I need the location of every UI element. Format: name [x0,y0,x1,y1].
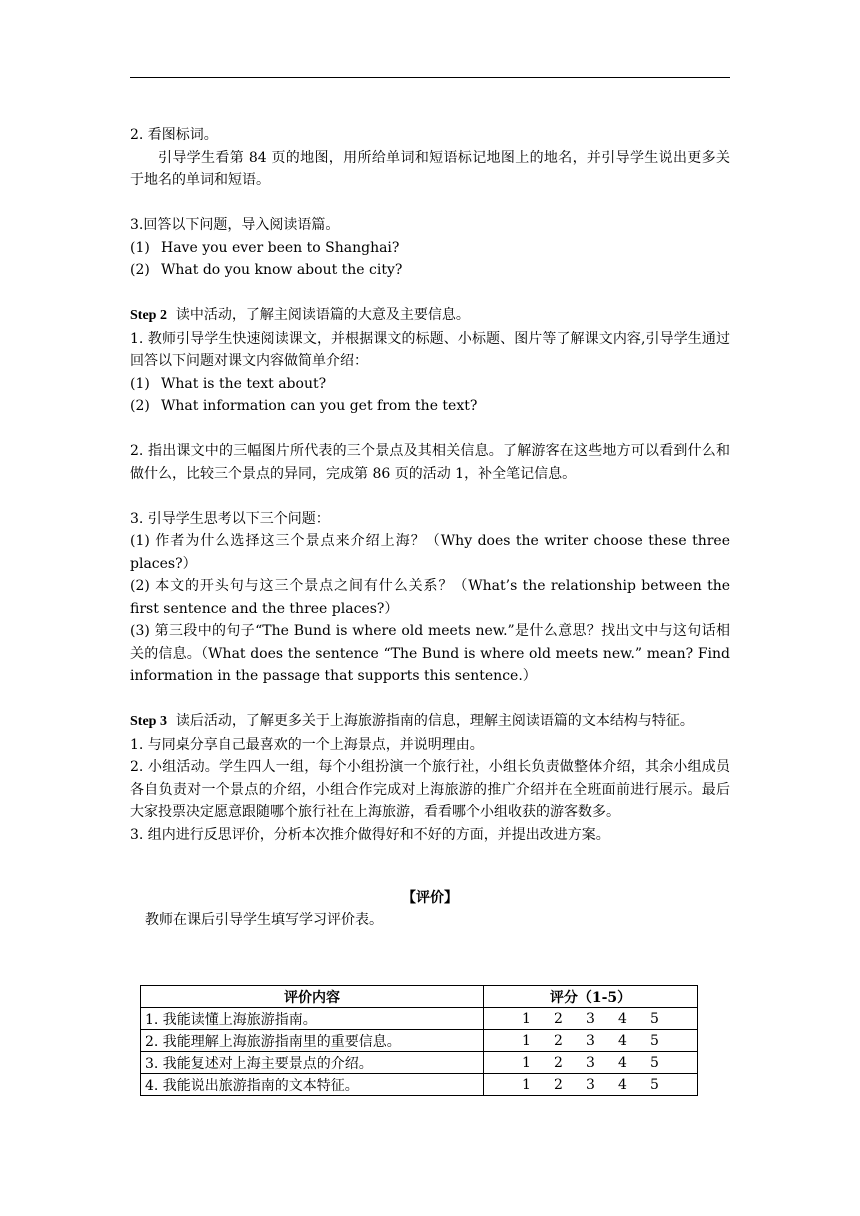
step2-item3: 3. 引导学生思考以下三个问题： [130,510,330,527]
col-header-content: 评价内容 [141,986,484,1008]
s1-question-2: (2) What do you know about the city? [130,262,403,278]
step3-item2: 2. 小组活动。学生四人一组，每个小组扮演一个旅行社，小组长负责做整体介绍，其余小组成员各自负责对一个景点的介绍，小组合作完成对上海旅游的推广介绍并在全班面前进行展示。最后大家投票决定愿意跟随哪个旅行社在上海旅游，看看哪个小组收获的游客数多。 [130,759,730,820]
col-header-score: 评分（1-5） [484,986,698,1008]
row-content: 4. 我能说出旅游指南的文本特征。 [141,1074,484,1096]
step2-question-1: (1) What is the text about? [130,375,327,392]
s1-item2-body: 引导学生看第 84 页的地图，用所给单词和短语标记地图上的地名，并引导学生说出更多关于地名的单词和短语。 [130,149,730,188]
step2-item2: 2. 指出课文中的三幅图片所代表的三个景点及其相关信息。了解游客在这些地方可以看到什么和做什么，比较三个景点的异同，完成第 86 页的活动 1，补全笔记信息。 [130,443,730,482]
step3-item3: 3. 组内进行反思评价，分析本次推介做得好和不好的方面，并提出改进方案。 [130,826,610,843]
evaluation-table [140,985,698,1096]
table-row [141,1074,698,1096]
step2-heading: Step 2 读中活动，了解主阅读语篇的大意及主要信息。 [130,307,470,323]
step3-heading: Step 3 读后活动，了解更多关于上海旅游指南的信息，理解主阅读语篇的文本结构与特征。 [130,713,694,729]
s1-item3-title: 3.回答以下问题，导入阅读语篇。 [130,217,340,233]
header-rule [130,77,730,78]
table-row [141,1008,698,1030]
step2-item1: 1. 教师引导学生快速阅读课文，并根据课文的标题、小标题、图片等了解课文内容,引导学生通过回答以下问题对课文内容做简单介绍： [130,330,730,369]
s1-question-1: (1) Have you ever been to Shanghai? [130,239,400,256]
row-scores: 1 2 3 4 5 [484,1030,698,1052]
row-content: 1. 我能读懂上海旅游指南。 [141,1008,484,1030]
document-body [130,124,730,932]
s1-item2-title: 2. 看图标词。 [130,127,218,143]
evaluation-intro: 教师在课后引导学生填写学习评价表。 [145,912,383,928]
step2-prompt-3: (3) 第三段中的句子“The Bund is where old meets new.”是什么意思？找出文中与这句话相关的信息。（What does the sentence “The Bund is where old meets new.” mean? Find information in the passage that supports this sentence.） [130,623,730,684]
step3-item1: 1. 与同桌分享自己最喜欢的一个上海景点，并说明理由。 [130,736,484,753]
table-row [141,1030,698,1052]
row-scores: 1 2 3 4 5 [484,1074,698,1096]
evaluation-heading: 【评价】 [402,889,458,906]
table-header-row [141,986,698,1008]
step2-prompt-2: (2) 本文的开头句与这三个景点之间有什么关系？（What’s the relationship between the first sentence and the three places?） [130,578,730,617]
step2-prompt-1: (1) 作者为什么选择这三个景点来介绍上海？（Why does the writer choose these three places?） [130,533,730,572]
step2-question-2: (2) What information can you get from the text? [130,398,478,414]
row-content: 3. 我能复述对上海主要景点的介绍。 [141,1052,484,1074]
table-row [141,1052,698,1074]
row-scores: 1 2 3 4 5 [484,1052,698,1074]
row-content: 2. 我能理解上海旅游指南里的重要信息。 [141,1030,484,1052]
row-scores: 1 2 3 4 5 [484,1008,698,1030]
